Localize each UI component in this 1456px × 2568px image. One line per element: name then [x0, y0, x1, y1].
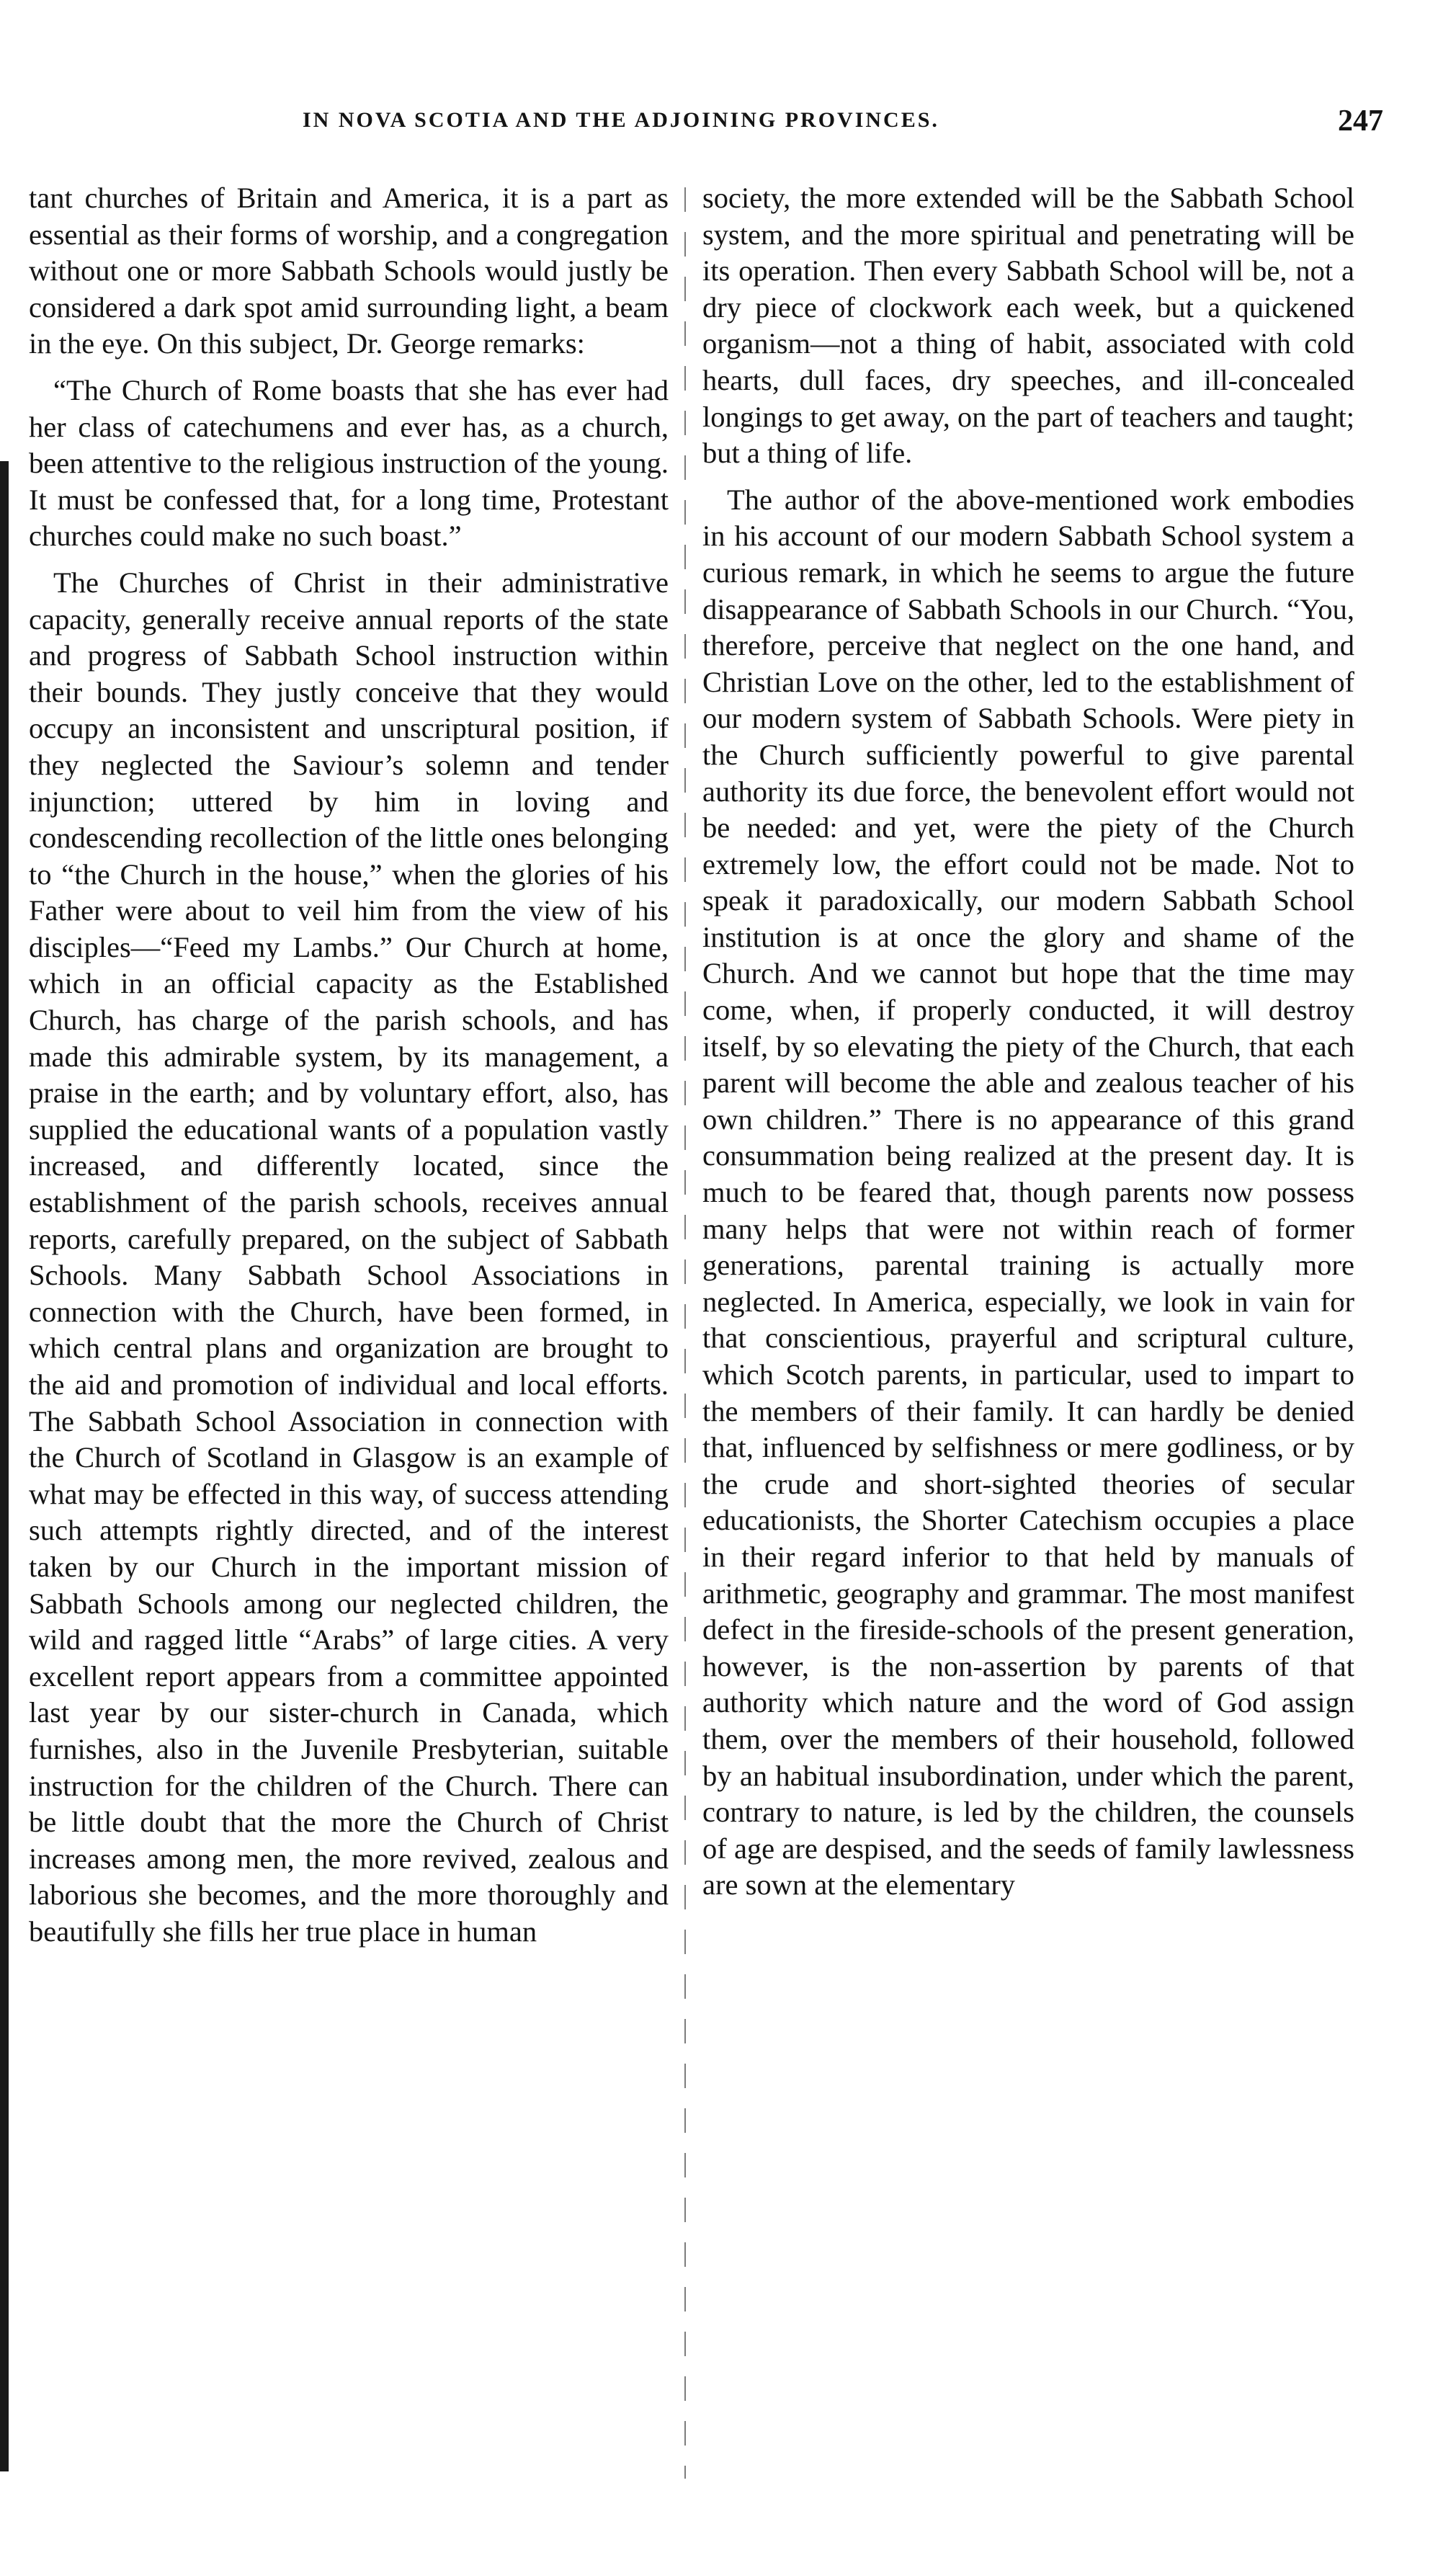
left-column [29, 180, 669, 1961]
left-paragraph-1: tant churches of Britain and America, it is a part as essential as their forms of worship, and a congregation without one or more Sabbath Schools would justly be considered a dark spot amid surrounding light, a beam in the eye. On this subject, Dr. George remarks: [29, 182, 669, 360]
page-number: 247 [1338, 104, 1383, 138]
right-column [702, 180, 1354, 1914]
column-divider [684, 187, 686, 2479]
page-header [303, 104, 1383, 151]
left-paragraph-2: “The Church of Rome boasts that she has ever had her class of catechumens and ever has, as a church, been attentive to the religious instruction of the young. It must be confessed that, for a long time, Protestant churches could make no such boast.” [29, 373, 669, 553]
scan-edge-shadow [0, 461, 9, 2471]
running-head: IN NOVA SCOTIA AND THE ADJOINING PROVINCES. [303, 108, 939, 132]
right-paragraph-2: The author of the above-mentioned work embodies in his account of our modern Sabbath School system a curious remark, in which he seems to argue the future disappearance of Sabbath Schools in our Church. “You, therefore, perceive that neglect on the one hand, and Christian Love on the other, led to the establishment of our modern system of Sabbath Schools. Were piety in the Church sufficiently powerful to give parental authority its due force, the benevolent effort would not be needed: and yet, were the piety of the Church extremely low, the effort could not be made. Not to speak it paradoxically, our modern Sabbath School institution is at once the glory and shame of the Church. And we cannot but hope that the time may come, when, if properly conducted, it will destroy itself, by so elevating the piety of the Church, that each parent will become the able and zealous teacher of his own children.” There is no appearance of this grand consummation being realized at the present day. It is much to be feared that, though parents now possess many helps that were not within reach of former generations, parental training is actually more neglected. In America, especially, we look in vain for that conscientious, prayerful and scriptural culture, which Scotch parents, in particular, used to impart to the members of their family. It can hardly be denied that, influenced by selfishness or mere godliness, or by the crude and short-sighted theories of secular educationists, the Shorter Catechism occupies a place in their regard inferior to that held by manuals of arithmetic, geography and grammar. The most manifest defect in the fireside-schools of the present generation, however, is the non-assertion by parents of that authority which nature and the word of God assign them, over the members of their household, followed by an habitual insubordination, under which the parent, contrary to nature, is led by the children, the counsels of age are despised, and the seeds of family lawlessness are sown at the elementary [702, 483, 1354, 1902]
right-paragraph-1: society, the more extended will be the Sabbath School system, and the more spiritual and penetrating will be its operation. Then every Sabbath School will be, not a dry piece of clockwork each week, but a quickened organism—not a thing of habit, associated with cold hearts, dull faces, dry speeches, and ill-concealed longings to get away, on the part of teachers and taught; but a thing of life. [702, 182, 1354, 470]
left-paragraph-3: The Churches of Christ in their administrative capacity, generally receive annual reports of the state and progress of Sabbath School instruction within their bounds. They justly conceive that they would occupy an inconsistent and unscriptural position, if they neglected the Saviour’s solemn and tender injunction; uttered by him in loving and condescending recollection of the little ones belonging to “the Church in the house,” when the glories of his Father were about to veil him from the view of his disciples—“Feed my Lambs.” Our Church at home, which in an official capacity as the Established Church, has charge of the parish schools, and has made this admirable system, by its management, a praise in the earth; and by voluntary effort, also, has supplied the educational wants of a population vastly increased, and differently located, since the establishment of the parish schools, receives annual reports, carefully prepared, on the subject of Sabbath Schools. Many Sabbath School Associations in connection with the Church, have been formed, in which central plans and organization are brought to the aid and promotion of individual and local efforts. The Sabbath School Association in connection with the Church of Scotland in Glasgow is an example of what may be effected in this way, of success attending such attempts rightly directed, and of the interest taken by our Church in the important mission of Sabbath Schools among our neglected children, the wild and ragged little “Arabs” of large cities. A very excellent report appears from a committee appointed last year by our sister-church in Canada, which furnishes, also in the Juvenile Presbyterian, suitable instruction for the children of the Church. There can be little doubt that the more the Church of Christ increases among men, the more revived, zealous and laborious she becomes, and the more thoroughly and beautifully she fills her true place in human [29, 566, 669, 1948]
